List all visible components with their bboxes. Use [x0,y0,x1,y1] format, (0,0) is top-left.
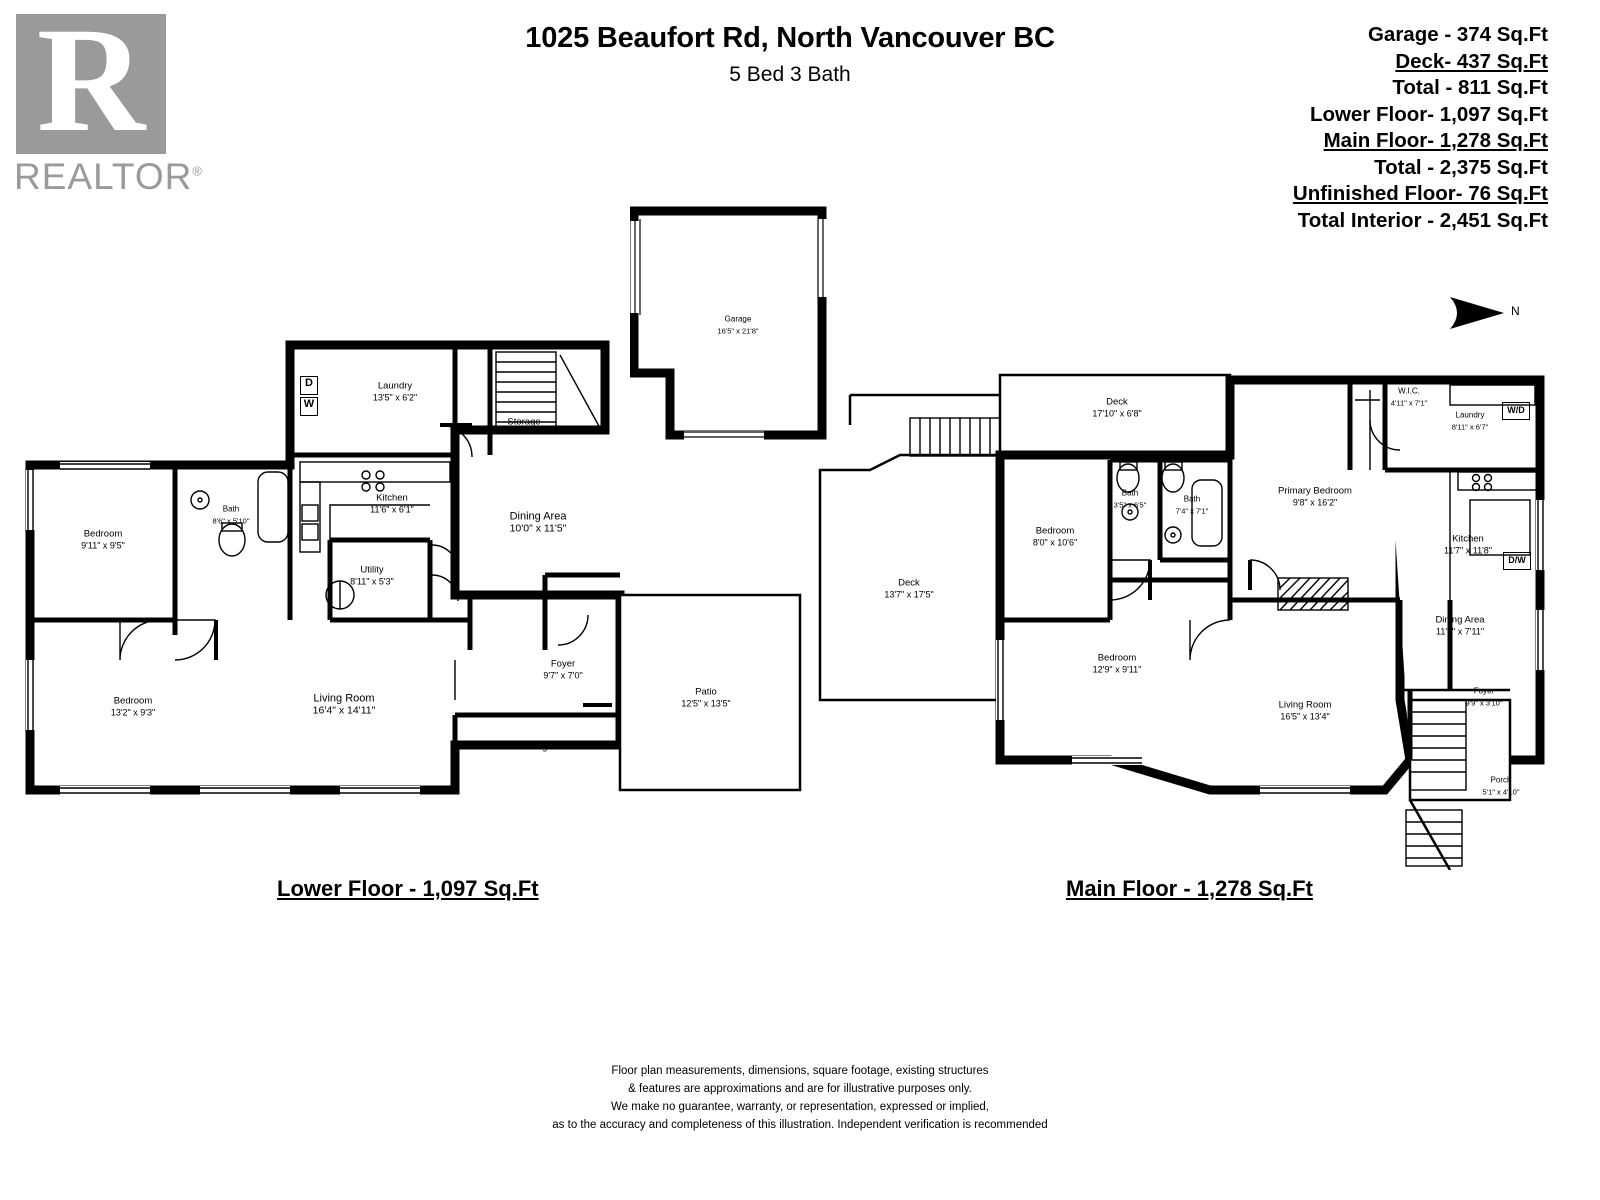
main-floorplan-drawing [810,0,1600,870]
area-summary-line: Total - 2,375 Sq.Ft [1374,155,1548,179]
room-label-foyer [543,659,582,682]
room-name: Deck [898,577,920,589]
room-label-bath [1176,494,1209,517]
area-summary-line: Lower Floor- 1,097 Sq.Ft [1309,102,1548,126]
room-dims: 10'0" x 11'5" [509,522,567,534]
room-name: W.I.C. [1398,386,1420,396]
room-label-patio [681,687,730,710]
area-summary-line: Total Interior - 2,451 Sq.Ft [1297,208,1548,232]
room-name: Laundry [377,380,413,392]
room-dims: 11'6" x 6'1" [370,504,414,514]
room-dims: 9'9" x 3'10" [1465,698,1503,707]
dishwasher-appliance [1503,552,1531,570]
room-name: Foyer [1473,686,1495,696]
room-dims: 9'7" x 7'0" [543,670,583,680]
area-summary-line: Unfinished Floor- 76 Sq.Ft [1292,182,1548,205]
property-address: 1025 Beaufort Rd, North Vancouver BC [525,22,1055,54]
washer-dryer-appliance [1502,402,1530,420]
room-name: Garage [724,314,752,324]
room-dims: 17'10" x 6'8" [1092,408,1142,418]
room-name: Bedroom [1097,652,1137,664]
room-label-living-room [1279,700,1332,723]
room-label-utility [350,565,394,588]
disclaimer-line: Floor plan measurements, dimensions, square footage, existing structures [611,1065,989,1077]
room-label-bedroom [111,696,155,719]
realtor-wordmark-text: REALTOR [14,156,193,197]
room-dims: 16'4" x 14'11" [312,704,376,716]
room-label-deck [1092,397,1141,420]
room-dims: 8'0" x 10'6" [1032,537,1078,547]
room-name: Dining Area [509,510,567,523]
room-dims: 16'5" x 13'4" [1280,711,1330,721]
registered-mark: ® [192,163,203,179]
room-name: Bedroom [83,528,123,540]
room-dims: 11'1" x 7'11" [1435,626,1485,636]
room-dims: 12'5" x 13'5" [681,698,731,708]
room-name: Primary Bedroom [1278,485,1352,497]
room-label-kitchen [370,493,414,516]
room-dims: 13'5" x 6'2" [372,392,418,402]
area-summary-line: Total - 811 Sq.Ft [1392,76,1548,99]
room-name: Bedroom [113,695,153,707]
room-label-bath [1114,488,1147,511]
washer-dryer-label: W/D [1507,405,1525,415]
room-dims: 7'4" x 7'1" [1175,506,1209,515]
room-label-laundry [373,381,417,404]
room-name: Living Room [1278,699,1332,711]
area-summary-line: Deck- 437 Sq.Ft [1395,49,1548,73]
disclaimer-line: We make no guarantee, warranty, or representation, expressed or implied, [611,1101,989,1113]
room-label-laundry [1452,410,1488,433]
room-dims: 8'6" x 5'10" [212,516,250,525]
room-name: Foyer [550,658,576,670]
room-dims: 16'5" x 21'8" [717,326,759,335]
room-label-dining-area [1435,615,1484,638]
dishwasher-label: D/W [1508,555,1526,565]
room-label-bedroom [1033,526,1077,549]
room-label-foyer [1466,686,1503,709]
compass-north-label: N [1511,304,1520,318]
room-name: Deck [1106,396,1128,408]
room-label-porch [1483,775,1520,798]
room-dims: 8'11" x 6'7" [1451,422,1489,431]
room-name: Patio [695,686,717,698]
room-name: Storage [519,741,553,753]
room-label-bedroom [1093,653,1142,676]
disclaimer [0,1062,1600,1134]
washer-appliance [300,397,318,416]
room-label-storage [519,741,552,753]
room-dims: 13'2" x 9'3" [110,707,156,717]
room-name: Dining Area [1435,614,1485,626]
room-dims: 5'1" x 4'10" [1482,787,1520,796]
room-dims: 3'5" x 6'5" [1113,500,1147,509]
room-name: Porch [1490,775,1512,785]
room-dims: 13'7" x 17'5" [884,589,934,599]
room-name: Living Room [313,692,375,705]
room-name: Storage [507,416,541,428]
room-name: Utility [360,564,384,576]
room-label-wic [1391,386,1427,409]
room-label-living-room [313,694,376,717]
room-label-storage [507,416,540,428]
room-dims: 4'11" x 7'1" [1390,398,1428,407]
room-name: Bath [1121,488,1139,498]
room-name: Bedroom [1035,525,1075,537]
room-label-dining-area [510,512,567,535]
room-name: Kitchen [376,492,408,504]
room-name: Kitchen [1452,533,1484,545]
dryer-label: D [305,377,313,389]
main-floorplan [810,0,1600,870]
room-dims: 8'11" x 5'3" [350,576,394,586]
lower-floorplan-drawing [0,0,820,860]
room-label-deck [884,578,933,601]
room-name: Bath [222,504,240,514]
property-beds-baths: 5 Bed 3 Bath [729,63,851,86]
room-label-kitchen [1444,534,1492,557]
room-dims: 9'11" x 9'5" [81,540,125,550]
realtor-mark-letter: R [36,0,146,163]
room-label-bedroom [81,529,125,552]
disclaimer-line: & features are approximations and are for illustrative purposes only. [628,1083,972,1095]
area-summary-line: Main Floor- 1,278 Sq.Ft [1323,129,1548,152]
room-dims: 9'8" x 16'2" [1292,497,1338,507]
washer-label: W [303,398,315,410]
room-name: Laundry [1455,410,1485,420]
main-floor-caption: Main Floor - 1,278 Sq.Ft [1066,876,1313,901]
room-dims: 12'9" x 9'11" [1092,664,1142,674]
room-name: Bath [1183,494,1201,504]
room-label-bath [213,504,250,527]
area-summary-line: Garage - 374 Sq.Ft [1367,23,1548,46]
dryer-appliance [300,376,318,395]
room-dims: 11'7" x 11'8" [1443,545,1493,555]
lower-floor-caption: Lower Floor - 1,097 Sq.Ft [277,876,539,901]
room-label-primary-bedroom [1278,486,1352,509]
lower-floorplan [0,0,820,860]
disclaimer-line: as to the accuracy and completeness of this illustration. Independent verification is recommended [552,1119,1048,1131]
